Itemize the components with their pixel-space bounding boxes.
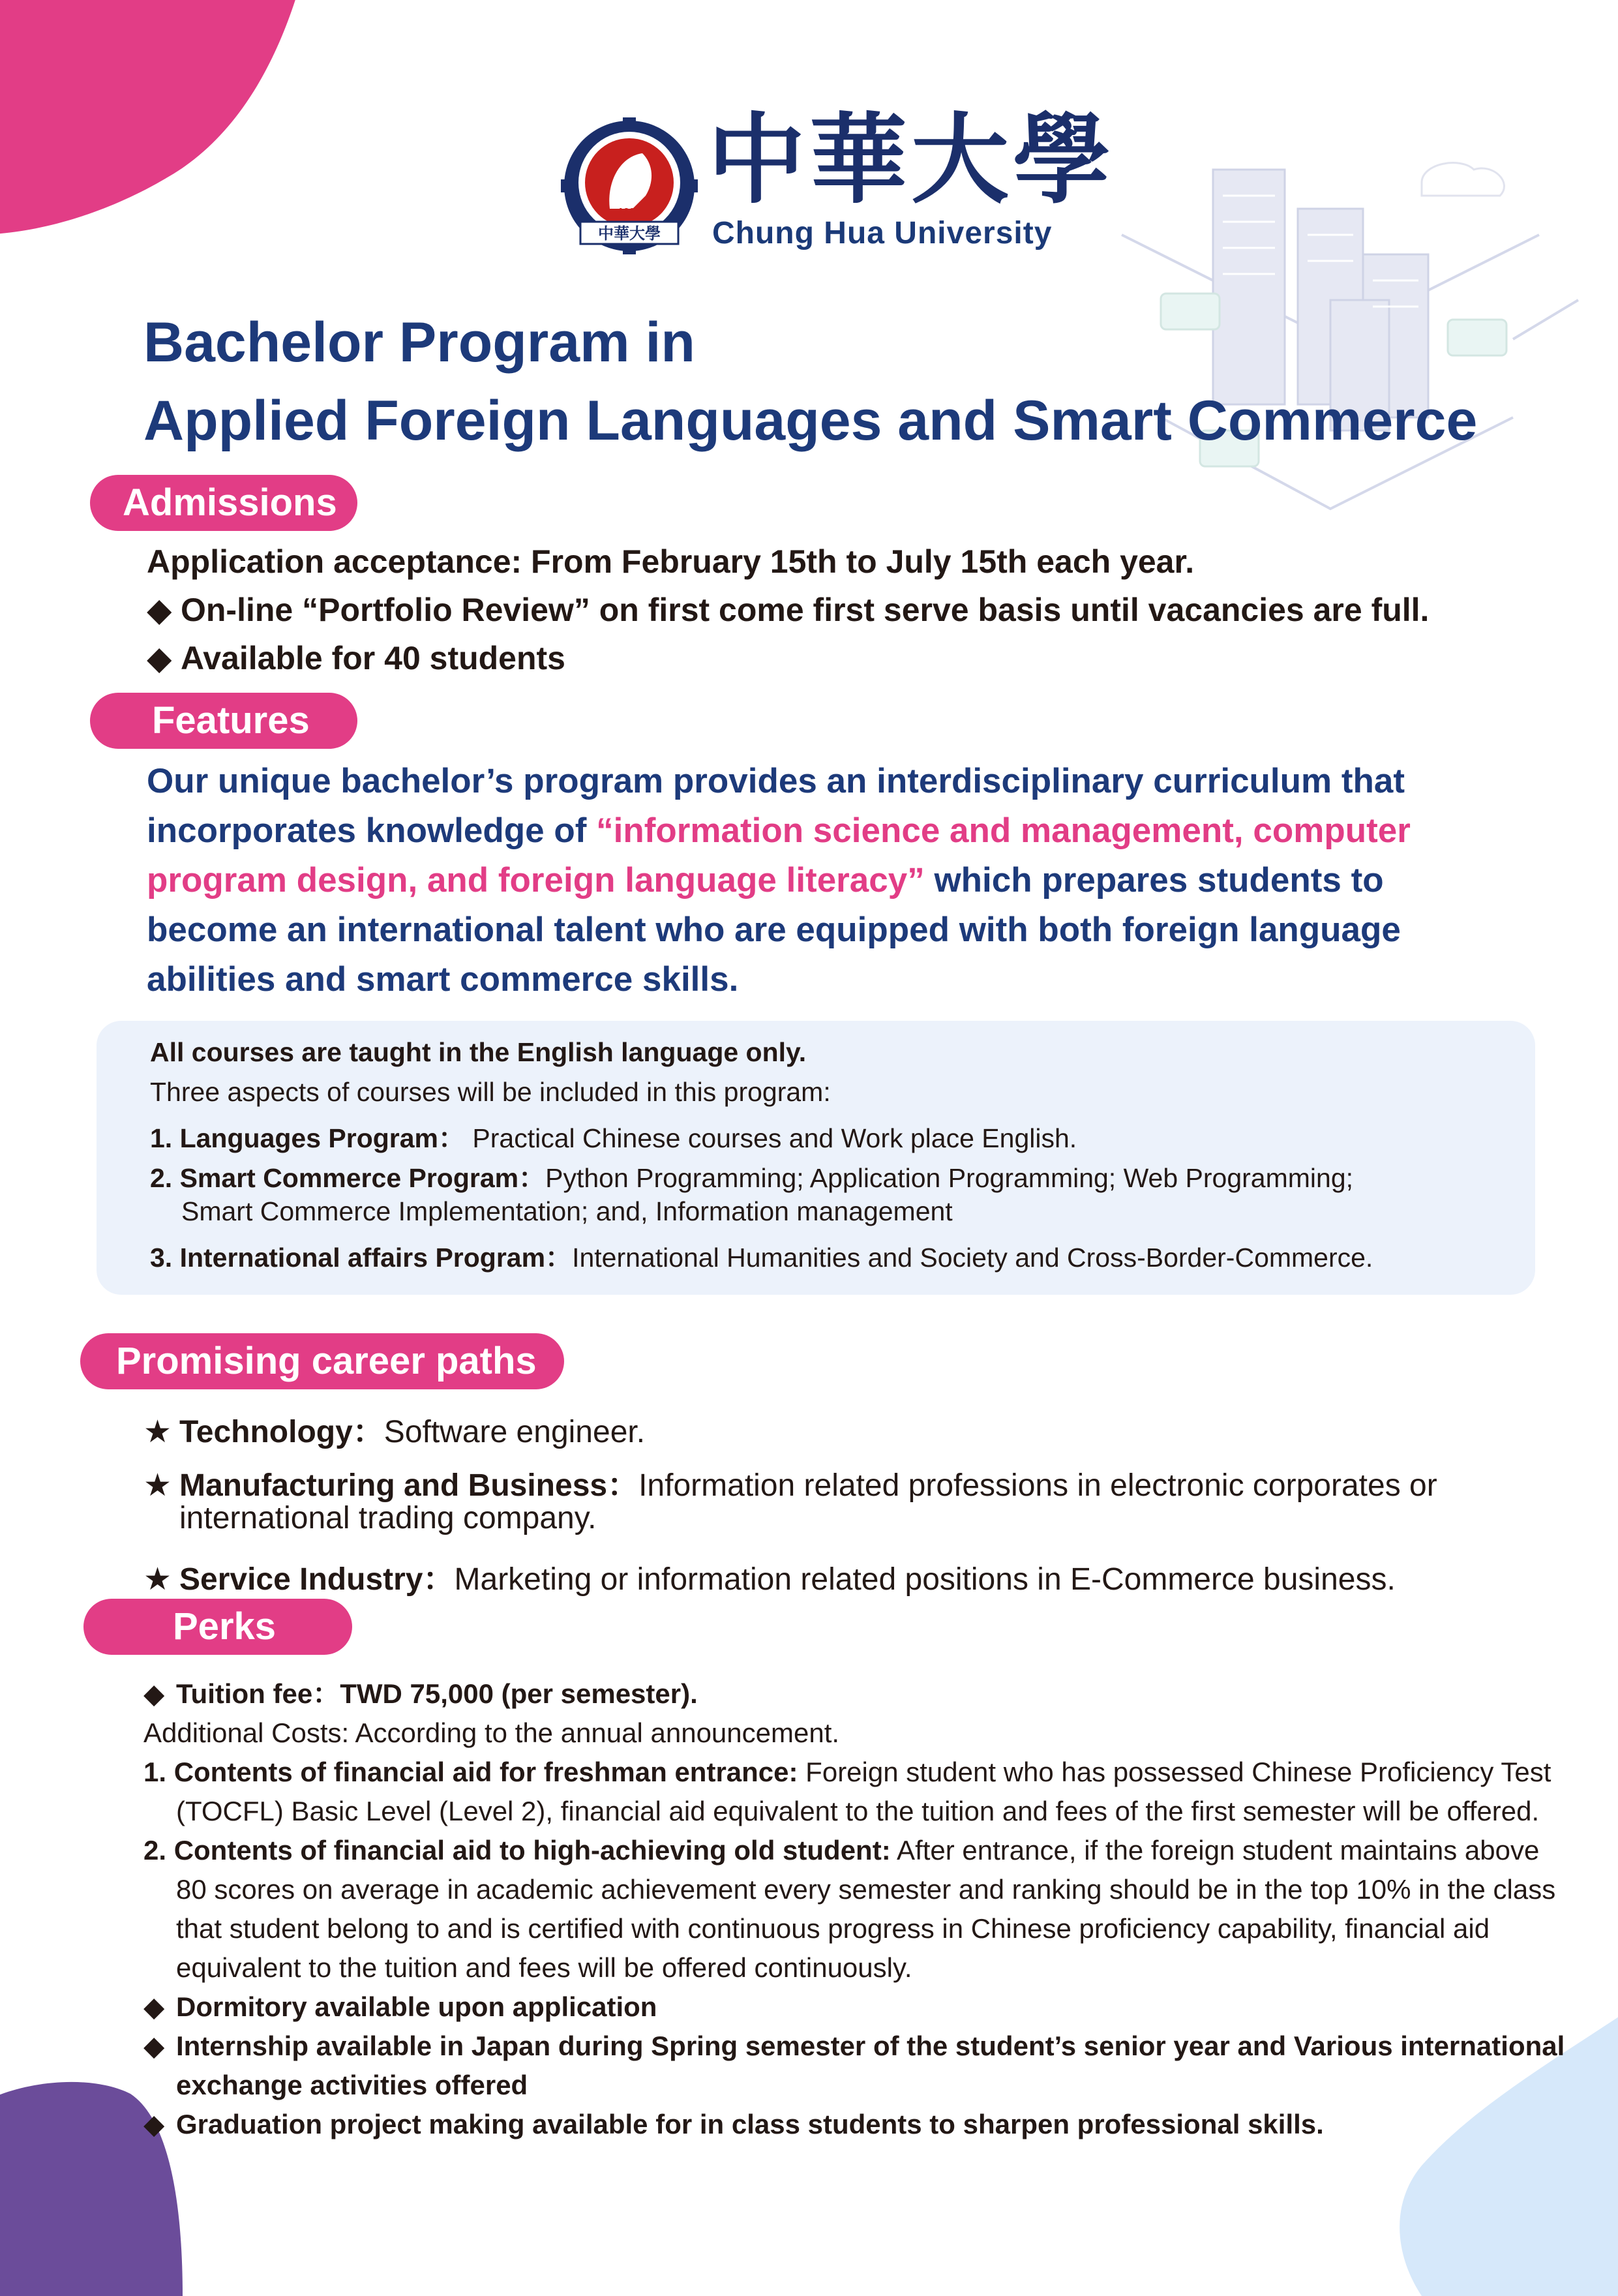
courses-intro: Three aspects of courses will be included in this program: xyxy=(150,1077,831,1107)
career-item-continuation: international trading company. xyxy=(179,1501,597,1535)
financial-aid-continuation: that student belong to and is certified with continuous progress in Chinese proficiency capability, financial aid xyxy=(176,1913,1490,1944)
career-item-label: Manufacturing and Business： xyxy=(179,1468,639,1503)
dormitory xyxy=(143,1988,657,2026)
diamond-bullet-icon: ◆ xyxy=(143,2109,165,2139)
graduation-project-text: Graduation project making available for in class students to sharpen professional skills. xyxy=(176,2109,1324,2139)
career-item xyxy=(143,1554,1396,1599)
pink-corner-blob xyxy=(0,0,313,248)
features-heading-label: Features xyxy=(152,699,310,742)
internship-text: Internship available in Japan during Spring semester of the student’s senior year and Various international xyxy=(176,2031,1565,2061)
course-item-label: 3. International affairs Program： xyxy=(150,1243,573,1273)
seal-year: 1990 xyxy=(618,207,641,218)
career-item xyxy=(143,1406,645,1451)
financial-aid-old-student xyxy=(143,1832,1539,1869)
course-item xyxy=(150,1117,1077,1155)
diamond-bullet-icon: ◆ xyxy=(147,640,172,676)
course-item xyxy=(150,1236,1373,1275)
star-bullet-icon: ★ xyxy=(143,1468,172,1503)
admissions-bullet-text: On-line “Portfolio Review” on first come first serve basis until vacancies are full. xyxy=(181,592,1430,628)
course-item-label: 1. Languages Program： xyxy=(150,1123,466,1153)
courses-intro-bold: All courses are taught in the English language only. xyxy=(150,1037,807,1067)
financial-aid-continuation: equivalent to the tuition and fees will be offered continuously. xyxy=(176,1952,912,1983)
diamond-bullet-icon: ◆ xyxy=(147,592,172,628)
tuition-fee-text: Tuition fee：TWD 75,000 (per semester). xyxy=(176,1678,698,1709)
seal-name: 中華大學 xyxy=(598,224,661,243)
internship xyxy=(143,2027,1565,2065)
diamond-bullet-icon: ◆ xyxy=(143,1991,165,2022)
career-item-label: Technology： xyxy=(179,1415,384,1449)
features-highlight: “information science and management, computer program design, and foreign language literacy” xyxy=(147,811,1411,899)
tuition-fee xyxy=(143,1675,698,1713)
financial-aid-text: After entrance, if the foreign student maintains above xyxy=(890,1835,1540,1865)
admissions-heading xyxy=(90,475,357,531)
course-item-text: Practical Chinese courses and Work place English. xyxy=(465,1123,1077,1153)
features-description xyxy=(147,757,1516,1004)
course-item-continuation: Smart Commerce Implementation; and, Information management xyxy=(181,1196,953,1226)
course-item xyxy=(150,1156,1353,1195)
financial-aid-continuation: (TOCFL) Basic Level (Level 2), financial aid equivalent to the tuition and fees of the first semester will be offered. xyxy=(176,1796,1540,1826)
financial-aid-text: Foreign student who has possessed Chinese Proficiency Test xyxy=(798,1757,1551,1787)
university-logo xyxy=(561,102,1115,261)
additional-costs: Additional Costs: According to the annual announcement. xyxy=(143,1717,840,1748)
features-text: Our unique bachelor’s program provides an interdisciplinary curriculum that incorporates knowledge of xyxy=(147,762,1405,850)
course-item-text: Python Programming; Application Programming; Web Programming; xyxy=(545,1163,1354,1193)
financial-aid-label: 1. Contents of financial aid for freshman entrance: xyxy=(143,1757,798,1787)
career-item-text: Software engineer. xyxy=(383,1415,646,1449)
internship-continuation: exchange activities offered xyxy=(176,2070,528,2100)
admissions-bullet xyxy=(147,591,1429,629)
program-title xyxy=(143,303,1578,460)
star-bullet-icon: ★ xyxy=(143,1562,172,1597)
careers-heading xyxy=(80,1333,564,1389)
graduation-project xyxy=(143,2106,1324,2143)
perks-heading-label: Perks xyxy=(173,1605,277,1648)
application-period: Application acceptance: From February 15th to July 15th each year. xyxy=(147,543,1195,580)
course-item-text: International Humanities and Society and Cross-Border-Commerce. xyxy=(572,1243,1373,1273)
admissions-heading-label: Admissions xyxy=(123,481,337,524)
diamond-bullet-icon: ◆ xyxy=(143,2031,165,2061)
program-title-line1: Bachelor Program in xyxy=(143,311,695,374)
perks-heading xyxy=(83,1599,352,1655)
admissions-bullet-text: Available for 40 students xyxy=(181,640,565,676)
financial-aid-continuation: 80 scores on average in academic achievement every semester and ranking should be in the top 10% in the class xyxy=(176,1874,1556,1905)
career-item-label: Service Industry： xyxy=(179,1562,455,1597)
program-title-line2: Applied Foreign Languages and Smart Commerce xyxy=(143,389,1478,452)
university-name-chinese: 中華大學 xyxy=(708,102,1115,217)
course-item-label: 2. Smart Commerce Program： xyxy=(150,1163,546,1193)
career-item xyxy=(143,1460,1437,1505)
star-bullet-icon: ★ xyxy=(143,1415,172,1449)
careers-heading-label: Promising career paths xyxy=(116,1340,537,1382)
university-name-english: Chung Hua University xyxy=(712,216,1053,250)
features-text: which prepares students to become an international talent who are equipped with both foreign language abilities and smart commerce skills. xyxy=(147,861,1401,999)
diamond-bullet-icon: ◆ xyxy=(143,1678,165,1709)
financial-aid-label: 2. Contents of financial aid to high-achieving old student: xyxy=(143,1835,891,1865)
financial-aid-freshman xyxy=(143,1753,1551,1791)
career-item-text: Marketing or information related positions in E-Commerce business. xyxy=(454,1562,1396,1597)
admissions-bullet xyxy=(147,639,565,677)
career-item-text: Information related professions in electronic corporates or xyxy=(638,1468,1437,1503)
university-seal xyxy=(561,117,698,254)
features-heading xyxy=(90,693,357,749)
dormitory-text: Dormitory available upon application xyxy=(176,1991,657,2022)
